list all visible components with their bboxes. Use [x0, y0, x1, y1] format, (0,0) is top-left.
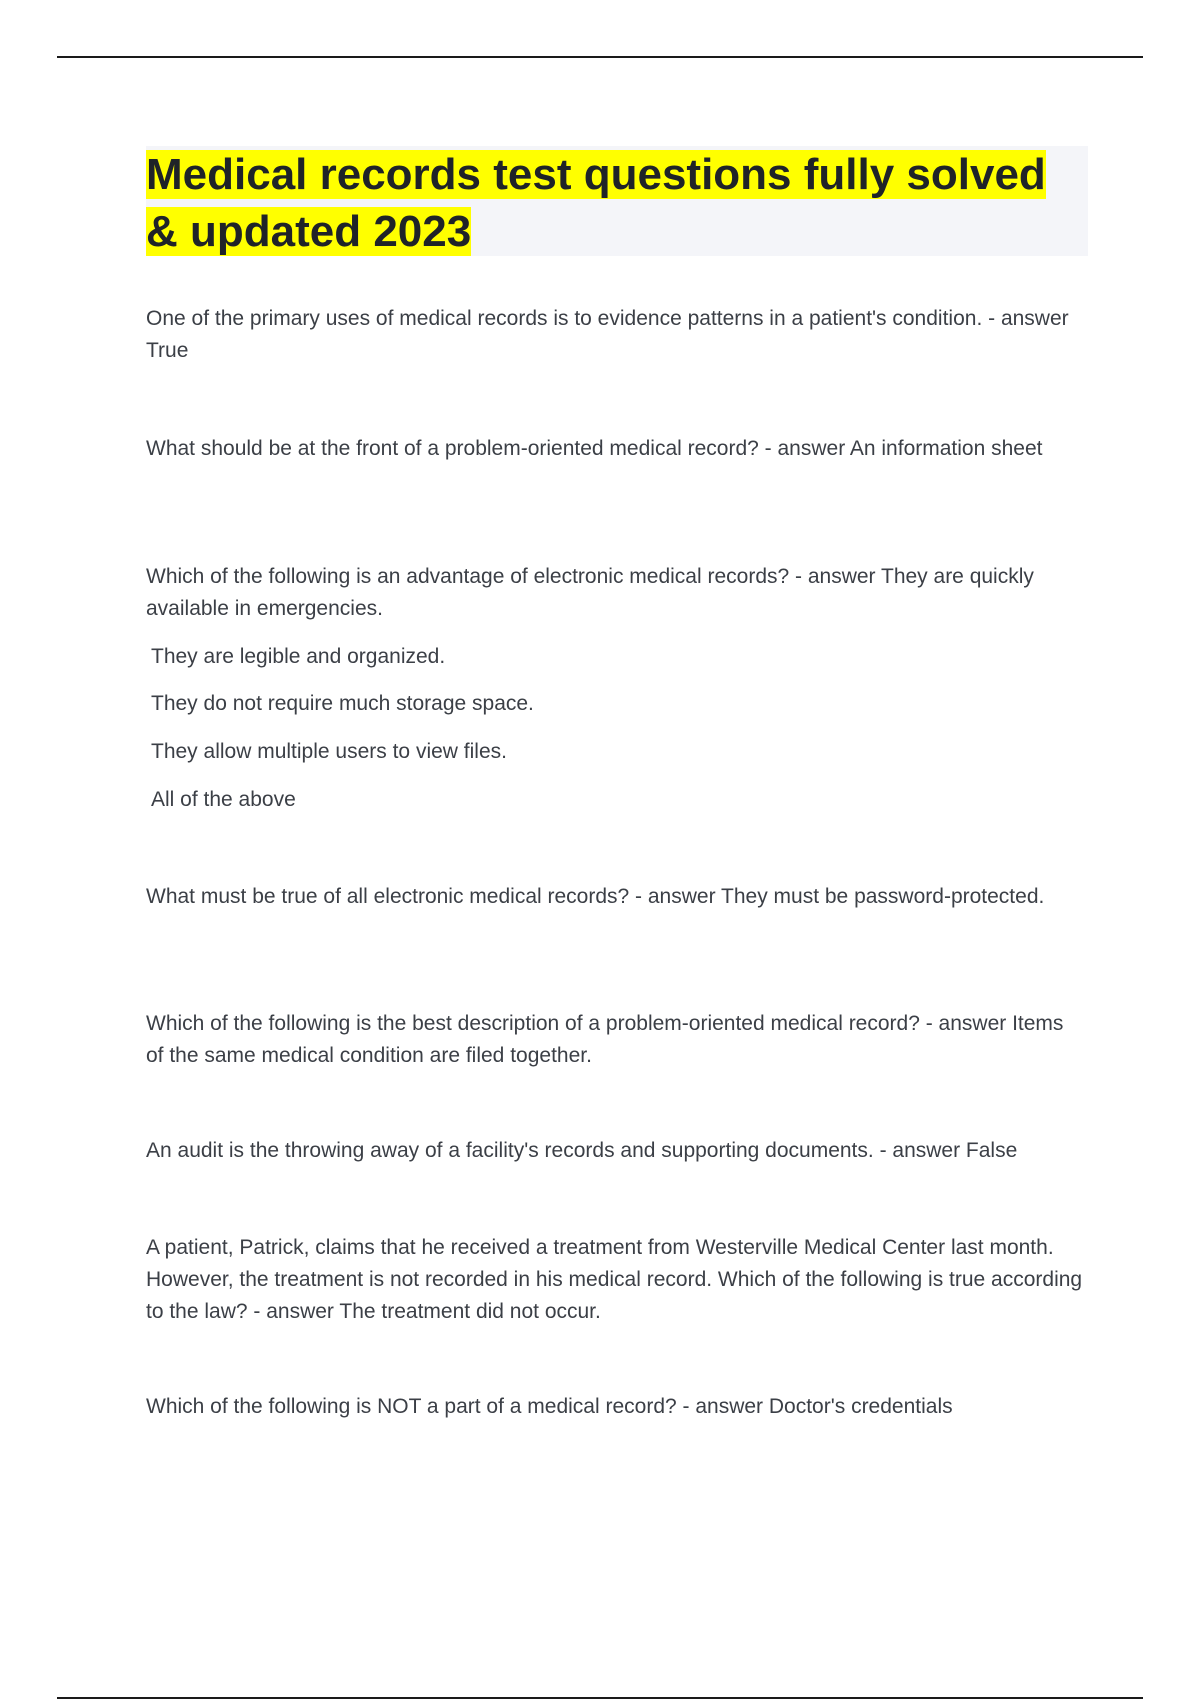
qa-item-2: What should be at the front of a problem-oriented medical record? - answer An information sheet — [146, 437, 1043, 460]
answer-option-3: They allow multiple users to view files. — [151, 740, 507, 763]
answer-option-2: They do not require much storage space. — [151, 692, 534, 715]
qa-item-1: One of the primary uses of medical records is to evidence patterns in a patient's condition. - answer True — [146, 307, 1069, 362]
title-block — [146, 146, 1088, 256]
title-highlight: Medical records test questions fully solved & updated 2023 — [146, 150, 1046, 256]
answer-option-1: They are legible and organized. — [151, 645, 446, 668]
answer-option-4: All of the above — [151, 788, 296, 811]
qa-item-3: Which of the following is an advantage of electronic medical records? - answer They are quickly available in emergencies. — [146, 565, 1034, 620]
document-title — [146, 146, 1088, 260]
qa-item-7: A patient, Patrick, claims that he received a treatment from Westerville Medical Center last month. However, the treatment is not recorded in his medical record. Which of the following is true according to the law? - answer The treatment did not occur. — [146, 1236, 1083, 1323]
qa-item-8: Which of the following is NOT a part of a medical record? - answer Doctor's credentials — [146, 1395, 953, 1418]
top-divider — [57, 56, 1143, 58]
bottom-divider — [57, 1697, 1143, 1699]
qa-item-5: Which of the following is the best description of a problem-oriented medical record? - answer Items of the same medical condition are filed together. — [146, 1012, 1064, 1067]
qa-item-4: What must be true of all electronic medical records? - answer They must be password-protected. — [146, 885, 1045, 908]
qa-item-6: An audit is the throwing away of a facility's records and supporting documents. - answer False — [146, 1139, 1018, 1162]
